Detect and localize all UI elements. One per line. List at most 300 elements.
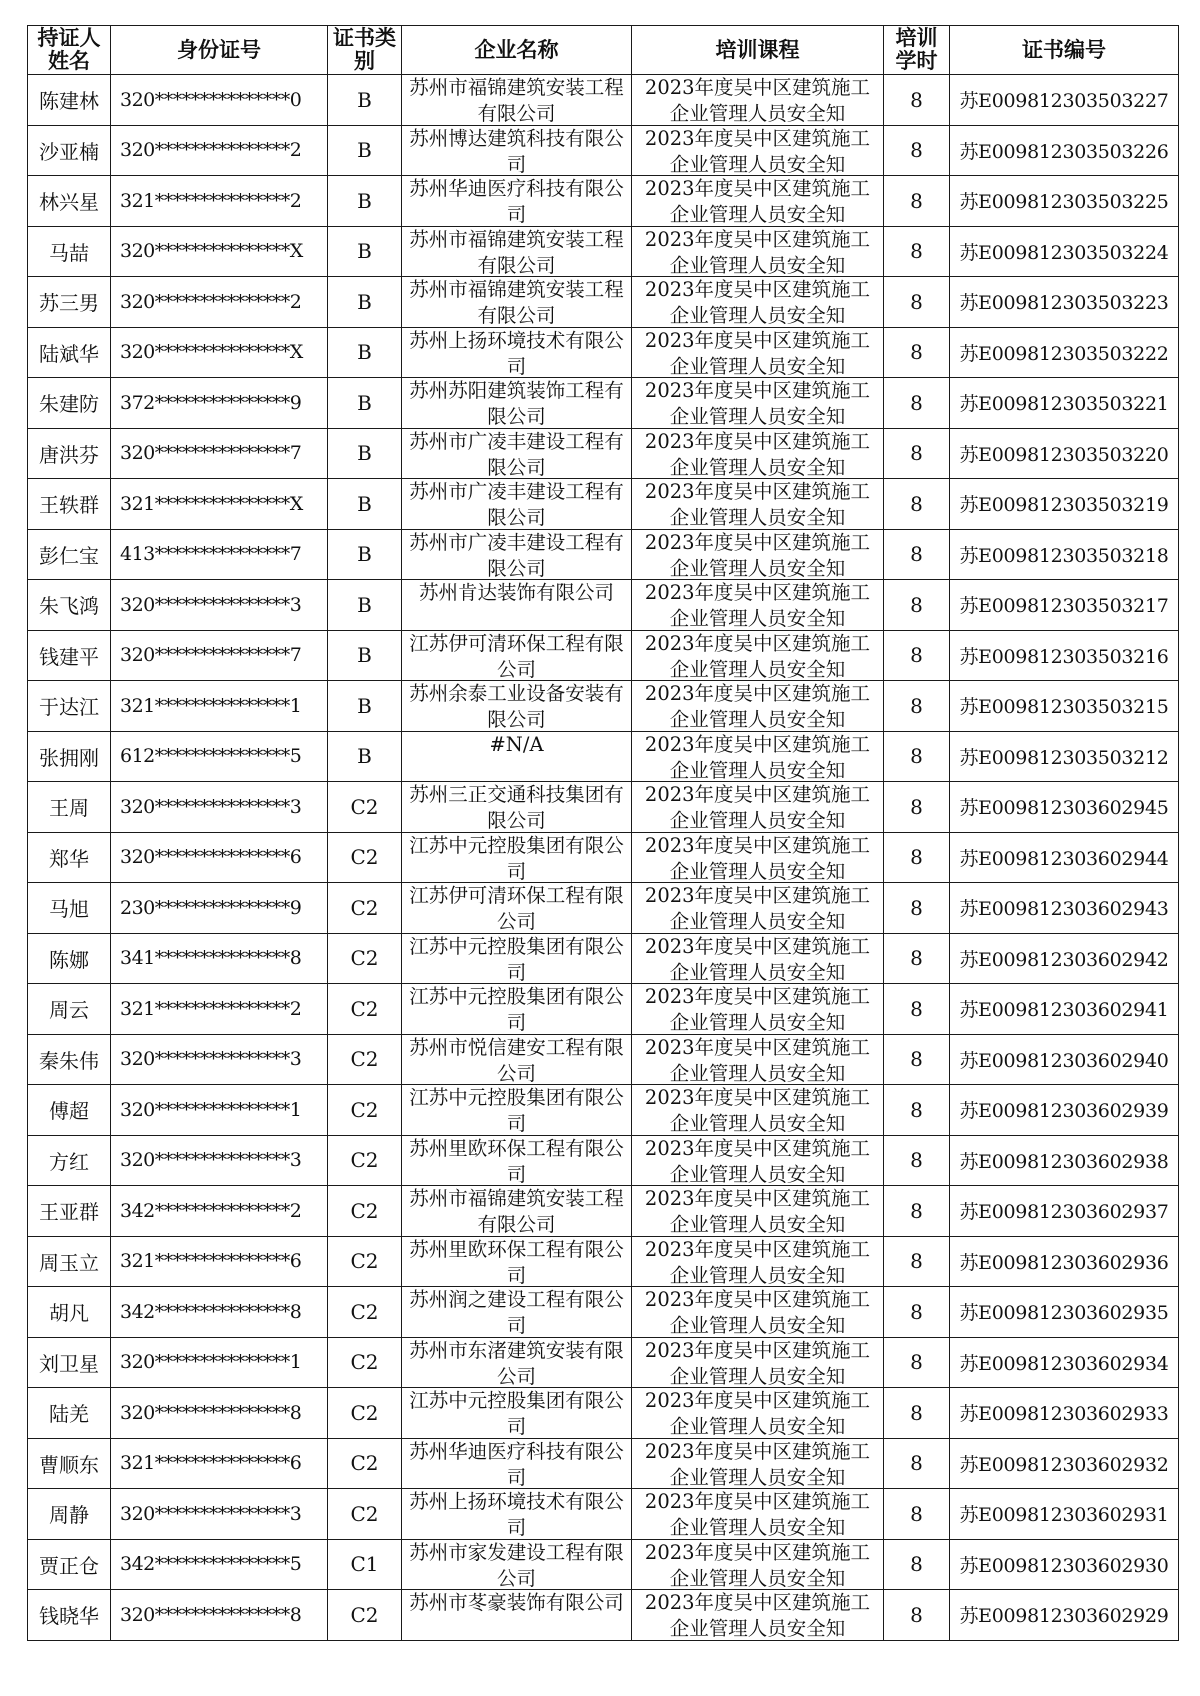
training-course-cell (632, 984, 884, 1035)
table-row (28, 782, 1179, 833)
holder-name-cell: 周静 (28, 1489, 111, 1540)
company-name-cell (402, 681, 632, 732)
table-row (28, 580, 1179, 631)
id-number-cell: 320***************8 (111, 1590, 328, 1641)
training-hours-cell: 8 (884, 1236, 950, 1287)
id-number-cell: 320***************3 (111, 782, 328, 833)
training-hours-cell: 8 (884, 327, 950, 378)
training-hours-cell: 8 (884, 933, 950, 984)
cert-category-cell: C2 (328, 984, 402, 1035)
training-hours-cell: 8 (884, 1337, 950, 1388)
cert-number-cell: 苏E009812303602940 (950, 1034, 1179, 1085)
cert-category-cell: C2 (328, 933, 402, 984)
holder-name-cell: 陈娜 (28, 933, 111, 984)
training-course-cell (632, 226, 884, 277)
company-name-cell-text: 苏州市福锦建筑安装工程有限公司 (409, 227, 624, 276)
holder-name-cell: 钱建平 (28, 630, 111, 681)
training-course-cell (632, 1388, 884, 1439)
table-row (28, 832, 1179, 883)
cert-category-cell: C1 (328, 1539, 402, 1590)
training-hours-cell: 8 (884, 782, 950, 833)
id-number-cell: 320***************1 (111, 1085, 328, 1136)
cert-category-cell: C2 (328, 1337, 402, 1388)
company-name-cell (402, 176, 632, 227)
holder-name-cell: 唐洪芬 (28, 428, 111, 479)
id-number-cell: 341***************8 (111, 933, 328, 984)
table-row (28, 125, 1179, 176)
cert-category-cell: C2 (328, 1287, 402, 1338)
cert-category-cell: C2 (328, 1085, 402, 1136)
id-number-cell: 320***************7 (111, 428, 328, 479)
training-course-cell (632, 176, 884, 227)
training-course-cell-text: 2023年度吴中区建筑施工企业管理人员安全知 (644, 328, 871, 377)
company-name-cell (402, 731, 632, 782)
company-name-cell (402, 378, 632, 429)
cert-category-cell: B (328, 681, 402, 732)
training-hours-cell: 8 (884, 529, 950, 580)
cert-number-cell: 苏E009812303503215 (950, 681, 1179, 732)
cert-category-cell: B (328, 428, 402, 479)
training-course-cell-text: 2023年度吴中区建筑施工企业管理人员安全知 (644, 783, 871, 832)
cert-number-cell: 苏E009812303602933 (950, 1388, 1179, 1439)
company-name-cell-text: 苏州市家发建设工程有限公司 (409, 1540, 624, 1589)
company-name-cell (402, 1337, 632, 1388)
training-course-cell-text: 2023年度吴中区建筑施工企业管理人员安全知 (644, 934, 871, 983)
holder-name-cell: 陆斌华 (28, 327, 111, 378)
table-row (28, 1388, 1179, 1439)
cert-number-cell: 苏E009812303602938 (950, 1135, 1179, 1186)
company-name-cell (402, 75, 632, 126)
company-name-cell-text: 苏州余泰工业设备安装有限公司 (409, 682, 624, 731)
company-name-cell (402, 1489, 632, 1540)
training-course-cell (632, 428, 884, 479)
header-id-number: 身份证号 (111, 26, 328, 75)
table-row (28, 75, 1179, 126)
holder-name-cell: 林兴星 (28, 176, 111, 227)
company-name-cell-text: 苏州市福锦建筑安装工程有限公司 (409, 278, 624, 327)
company-name-cell (402, 1085, 632, 1136)
training-course-cell (632, 1236, 884, 1287)
id-number-cell: 321***************6 (111, 1438, 328, 1489)
training-course-cell-text: 2023年度吴中区建筑施工企业管理人员安全知 (644, 126, 871, 175)
training-course-cell (632, 580, 884, 631)
training-course-cell-text: 2023年度吴中区建筑施工企业管理人员安全知 (644, 732, 871, 781)
company-name-cell (402, 1034, 632, 1085)
header-row (28, 26, 1179, 75)
cert-number-cell: 苏E009812303503212 (950, 731, 1179, 782)
cert-category-cell: C2 (328, 1135, 402, 1186)
id-number-cell: 320***************0 (111, 75, 328, 126)
id-number-cell: 342***************2 (111, 1186, 328, 1237)
company-name-cell (402, 630, 632, 681)
training-course-cell-text: 2023年度吴中区建筑施工企业管理人员安全知 (644, 429, 871, 478)
cert-number-cell: 苏E009812303503225 (950, 176, 1179, 227)
cert-category-cell: B (328, 378, 402, 429)
training-course-cell (632, 933, 884, 984)
company-name-cell-text: 江苏中元控股集团有限公司 (409, 1086, 624, 1135)
cert-number-cell: 苏E009812303503227 (950, 75, 1179, 126)
cert-category-cell: B (328, 479, 402, 530)
holder-name-cell: 周云 (28, 984, 111, 1035)
cert-number-cell: 苏E009812303602931 (950, 1489, 1179, 1540)
company-name-cell (402, 479, 632, 530)
table-row (28, 1186, 1179, 1237)
training-hours-cell: 8 (884, 630, 950, 681)
company-name-cell-text: 江苏中元控股集团有限公司 (409, 1389, 624, 1438)
holder-name-cell: 曹顺东 (28, 1438, 111, 1489)
training-hours-cell: 8 (884, 580, 950, 631)
table-row (28, 1590, 1179, 1641)
table-row (28, 681, 1179, 732)
training-course-cell-text: 2023年度吴中区建筑施工企业管理人员安全知 (644, 177, 871, 226)
company-name-cell-text: 苏州里欧环保工程有限公司 (409, 1136, 624, 1185)
training-course-cell (632, 1489, 884, 1540)
training-course-cell (632, 1438, 884, 1489)
holder-name-cell: 秦朱伟 (28, 1034, 111, 1085)
training-course-cell-text: 2023年度吴中区建筑施工企业管理人员安全知 (644, 1237, 871, 1286)
header-cert-category: 证书类别 (328, 26, 402, 75)
company-name-cell (402, 1590, 632, 1641)
holder-name-cell: 苏三男 (28, 277, 111, 328)
training-course-cell (632, 1539, 884, 1590)
cert-category-cell: B (328, 125, 402, 176)
training-course-cell (632, 731, 884, 782)
training-hours-cell: 8 (884, 1085, 950, 1136)
company-name-cell (402, 277, 632, 328)
id-number-cell: 321***************2 (111, 984, 328, 1035)
table-row (28, 1438, 1179, 1489)
cert-category-cell: C2 (328, 1590, 402, 1641)
company-name-cell-text: 苏州市广凌丰建设工程有限公司 (409, 480, 624, 529)
id-number-cell: 321***************1 (111, 681, 328, 732)
training-course-cell-text: 2023年度吴中区建筑施工企业管理人员安全知 (644, 227, 871, 276)
training-course-cell-text: 2023年度吴中区建筑施工企业管理人员安全知 (644, 379, 871, 428)
id-number-cell: 320***************7 (111, 630, 328, 681)
cert-category-cell: C2 (328, 1186, 402, 1237)
holder-name-cell: 陈建林 (28, 75, 111, 126)
training-course-cell (632, 1337, 884, 1388)
training-course-cell (632, 681, 884, 732)
cert-category-cell: B (328, 277, 402, 328)
cert-category-cell: B (328, 327, 402, 378)
holder-name-cell: 傅超 (28, 1085, 111, 1136)
table-row (28, 1489, 1179, 1540)
company-name-cell (402, 1287, 632, 1338)
company-name-cell (402, 1388, 632, 1439)
table-row (28, 226, 1179, 277)
cert-category-cell: C2 (328, 1489, 402, 1540)
holder-name-cell: 王轶群 (28, 479, 111, 530)
company-name-cell-text: 苏州华迪医疗科技有限公司 (409, 177, 624, 226)
training-hours-cell: 8 (884, 1438, 950, 1489)
cert-number-cell: 苏E009812303602945 (950, 782, 1179, 833)
company-name-cell-text: 江苏中元控股集团有限公司 (409, 833, 624, 882)
company-name-cell-text: 苏州苏阳建筑装饰工程有限公司 (409, 379, 624, 428)
training-course-cell (632, 378, 884, 429)
id-number-cell: 413***************7 (111, 529, 328, 580)
company-name-cell-text: #N/A (489, 732, 544, 756)
table-row (28, 378, 1179, 429)
table-row (28, 529, 1179, 580)
cert-number-cell: 苏E009812303503219 (950, 479, 1179, 530)
table-row (28, 1034, 1179, 1085)
training-course-cell (632, 125, 884, 176)
table-row (28, 1539, 1179, 1590)
cert-category-cell: C2 (328, 782, 402, 833)
training-course-cell (632, 1186, 884, 1237)
table-row (28, 479, 1179, 530)
company-name-cell (402, 327, 632, 378)
cert-category-cell: B (328, 75, 402, 126)
training-hours-cell: 8 (884, 1539, 950, 1590)
holder-name-cell: 陆羌 (28, 1388, 111, 1439)
holder-name-cell: 马喆 (28, 226, 111, 277)
training-course-cell (632, 832, 884, 883)
id-number-cell: 321***************X (111, 479, 328, 530)
training-hours-cell: 8 (884, 75, 950, 126)
training-hours-cell: 8 (884, 1186, 950, 1237)
company-name-cell-text: 江苏伊可清环保工程有限公司 (409, 884, 624, 933)
training-hours-cell: 8 (884, 1034, 950, 1085)
cert-category-cell: B (328, 176, 402, 227)
holder-name-cell: 贾正仓 (28, 1539, 111, 1590)
id-number-cell: 612***************5 (111, 731, 328, 782)
training-course-cell-text: 2023年度吴中区建筑施工企业管理人员安全知 (644, 530, 871, 579)
holder-name-cell: 方红 (28, 1135, 111, 1186)
table-row (28, 277, 1179, 328)
holder-name-cell: 彭仁宝 (28, 529, 111, 580)
training-course-cell-text: 2023年度吴中区建筑施工企业管理人员安全知 (644, 833, 871, 882)
id-number-cell: 320***************X (111, 226, 328, 277)
training-hours-cell: 8 (884, 984, 950, 1035)
training-course-cell-text: 2023年度吴中区建筑施工企业管理人员安全知 (644, 1187, 871, 1236)
company-name-cell (402, 782, 632, 833)
id-number-cell: 321***************2 (111, 176, 328, 227)
company-name-cell (402, 1438, 632, 1489)
table-row (28, 1135, 1179, 1186)
id-number-cell: 320***************2 (111, 277, 328, 328)
training-hours-cell: 8 (884, 1489, 950, 1540)
company-name-cell-text: 苏州市广凌丰建设工程有限公司 (409, 530, 624, 579)
training-hours-cell: 8 (884, 681, 950, 732)
cert-category-cell: B (328, 580, 402, 631)
table-row (28, 428, 1179, 479)
cert-number-cell: 苏E009812303503221 (950, 378, 1179, 429)
holder-name-cell: 朱建防 (28, 378, 111, 429)
id-number-cell: 372***************9 (111, 378, 328, 429)
training-course-cell (632, 327, 884, 378)
training-course-cell-text: 2023年度吴中区建筑施工企业管理人员安全知 (644, 1439, 871, 1488)
holder-name-cell: 于达江 (28, 681, 111, 732)
table-header (28, 26, 1179, 75)
company-name-cell (402, 1539, 632, 1590)
training-course-cell (632, 1287, 884, 1338)
holder-name-cell: 郑华 (28, 832, 111, 883)
company-name-cell-text: 苏州三正交通科技集团有限公司 (409, 783, 624, 832)
header-cert-number: 证书编号 (950, 26, 1179, 75)
training-course-cell-text: 2023年度吴中区建筑施工企业管理人员安全知 (644, 1338, 871, 1387)
header-training-hours: 培训学时 (884, 26, 950, 75)
training-course-cell-text: 2023年度吴中区建筑施工企业管理人员安全知 (644, 1540, 871, 1589)
cert-number-cell: 苏E009812303602932 (950, 1438, 1179, 1489)
table-body (28, 75, 1179, 1641)
table-row (28, 731, 1179, 782)
training-course-cell-text: 2023年度吴中区建筑施工企业管理人员安全知 (644, 884, 871, 933)
cert-category-cell: B (328, 226, 402, 277)
cert-category-cell: B (328, 630, 402, 681)
company-name-cell-text: 苏州市福锦建筑安装工程有限公司 (409, 1187, 624, 1236)
training-course-cell-text: 2023年度吴中区建筑施工企业管理人员安全知 (644, 1035, 871, 1084)
training-course-cell-text: 2023年度吴中区建筑施工企业管理人员安全知 (644, 631, 871, 680)
company-name-cell-text: 苏州里欧环保工程有限公司 (409, 1237, 624, 1286)
training-course-cell (632, 1135, 884, 1186)
cert-number-cell: 苏E009812303602941 (950, 984, 1179, 1035)
table-row (28, 1287, 1179, 1338)
training-hours-cell: 8 (884, 428, 950, 479)
company-name-cell (402, 1186, 632, 1237)
training-course-cell-text: 2023年度吴中区建筑施工企业管理人员安全知 (644, 76, 871, 125)
id-number-cell: 320***************1 (111, 1337, 328, 1388)
training-course-cell-text: 2023年度吴中区建筑施工企业管理人员安全知 (644, 480, 871, 529)
holder-name-cell: 胡凡 (28, 1287, 111, 1338)
cert-number-cell: 苏E009812303602944 (950, 832, 1179, 883)
cert-number-cell: 苏E009812303602930 (950, 1539, 1179, 1590)
company-name-cell (402, 933, 632, 984)
training-course-cell (632, 1034, 884, 1085)
training-course-cell-text: 2023年度吴中区建筑施工企业管理人员安全知 (644, 1288, 871, 1337)
header-company-name: 企业名称 (402, 26, 632, 75)
training-course-cell (632, 883, 884, 934)
cert-number-cell: 苏E009812303602937 (950, 1186, 1179, 1237)
training-hours-cell: 8 (884, 731, 950, 782)
training-course-cell (632, 1590, 884, 1641)
training-course-cell-text: 2023年度吴中区建筑施工企业管理人员安全知 (644, 278, 871, 327)
cert-category-cell: C2 (328, 883, 402, 934)
table-row (28, 933, 1179, 984)
company-name-cell-text: 苏州市广凌丰建设工程有限公司 (409, 429, 624, 478)
training-course-cell-text: 2023年度吴中区建筑施工企业管理人员安全知 (644, 985, 871, 1034)
id-number-cell: 320***************3 (111, 1489, 328, 1540)
holder-name-cell: 钱晓华 (28, 1590, 111, 1641)
cert-category-cell: B (328, 731, 402, 782)
cert-number-cell: 苏E009812303602943 (950, 883, 1179, 934)
holder-name-cell: 王周 (28, 782, 111, 833)
holder-name-cell: 周玉立 (28, 1236, 111, 1287)
company-name-cell-text: 苏州市福锦建筑安装工程有限公司 (409, 76, 624, 125)
cert-number-cell: 苏E009812303503217 (950, 580, 1179, 631)
cert-category-cell: C2 (328, 1388, 402, 1439)
training-hours-cell: 8 (884, 176, 950, 227)
training-course-cell-text: 2023年度吴中区建筑施工企业管理人员安全知 (644, 1389, 871, 1438)
training-hours-cell: 8 (884, 125, 950, 176)
id-number-cell: 320***************2 (111, 125, 328, 176)
company-name-cell (402, 1236, 632, 1287)
company-name-cell-text: 苏州博达建筑科技有限公司 (409, 126, 624, 175)
company-name-cell-text: 江苏伊可清环保工程有限公司 (409, 631, 624, 680)
id-number-cell: 342***************8 (111, 1287, 328, 1338)
company-name-cell (402, 226, 632, 277)
training-hours-cell: 8 (884, 1388, 950, 1439)
cert-number-cell: 苏E009812303503220 (950, 428, 1179, 479)
cert-number-cell: 苏E009812303503222 (950, 327, 1179, 378)
holder-name-cell: 马旭 (28, 883, 111, 934)
company-name-cell (402, 832, 632, 883)
company-name-cell-text: 苏州上扬环境技术有限公司 (409, 1490, 624, 1539)
training-course-cell-text: 2023年度吴中区建筑施工企业管理人员安全知 (644, 682, 871, 731)
cert-category-cell: B (328, 529, 402, 580)
training-course-cell-text: 2023年度吴中区建筑施工企业管理人员安全知 (644, 1490, 871, 1539)
id-number-cell: 321***************6 (111, 1236, 328, 1287)
holder-name-cell: 朱飞鸿 (28, 580, 111, 631)
training-course-cell (632, 75, 884, 126)
table-row (28, 883, 1179, 934)
training-hours-cell: 8 (884, 832, 950, 883)
company-name-cell-text: 苏州市悦信建安工程有限公司 (409, 1035, 624, 1084)
company-name-cell (402, 125, 632, 176)
table-row (28, 1236, 1179, 1287)
company-name-cell (402, 984, 632, 1035)
cert-category-cell: C2 (328, 1034, 402, 1085)
cert-number-cell: 苏E009812303503216 (950, 630, 1179, 681)
id-number-cell: 320***************X (111, 327, 328, 378)
cert-number-cell: 苏E009812303503226 (950, 125, 1179, 176)
training-course-cell (632, 529, 884, 580)
training-hours-cell: 8 (884, 1135, 950, 1186)
cert-number-cell: 苏E009812303602936 (950, 1236, 1179, 1287)
table-row (28, 1337, 1179, 1388)
company-name-cell (402, 428, 632, 479)
id-number-cell: 320***************3 (111, 580, 328, 631)
training-hours-cell: 8 (884, 883, 950, 934)
id-number-cell: 342***************5 (111, 1539, 328, 1590)
id-number-cell: 230***************9 (111, 883, 328, 934)
training-hours-cell: 8 (884, 479, 950, 530)
training-hours-cell: 8 (884, 277, 950, 328)
cert-number-cell: 苏E009812303602939 (950, 1085, 1179, 1136)
header-holder-name: 持证人姓名 (28, 26, 111, 75)
training-hours-cell: 8 (884, 1590, 950, 1641)
id-number-cell: 320***************3 (111, 1034, 328, 1085)
company-name-cell (402, 1135, 632, 1186)
holder-name-cell: 刘卫星 (28, 1337, 111, 1388)
cert-number-cell: 苏E009812303602934 (950, 1337, 1179, 1388)
cert-number-cell: 苏E009812303503224 (950, 226, 1179, 277)
cert-category-cell: C2 (328, 832, 402, 883)
cert-number-cell: 苏E009812303602935 (950, 1287, 1179, 1338)
training-course-cell (632, 1085, 884, 1136)
id-number-cell: 320***************3 (111, 1135, 328, 1186)
training-hours-cell: 8 (884, 378, 950, 429)
company-name-cell-text: 苏州润之建设工程有限公司 (409, 1288, 624, 1337)
table-row (28, 630, 1179, 681)
company-name-cell-text: 苏州华迪医疗科技有限公司 (409, 1439, 624, 1488)
training-course-cell (632, 277, 884, 328)
company-name-cell-text: 江苏中元控股集团有限公司 (409, 985, 624, 1034)
cert-number-cell: 苏E009812303602929 (950, 1590, 1179, 1641)
company-name-cell-text: 江苏中元控股集团有限公司 (409, 934, 624, 983)
id-number-cell: 320***************8 (111, 1388, 328, 1439)
training-course-cell (632, 782, 884, 833)
cert-category-cell: C2 (328, 1438, 402, 1489)
training-hours-cell: 8 (884, 226, 950, 277)
training-course-cell (632, 479, 884, 530)
holder-name-cell: 沙亚楠 (28, 125, 111, 176)
table-row (28, 984, 1179, 1035)
company-name-cell-text: 苏州上扬环境技术有限公司 (409, 328, 624, 377)
company-name-cell-text: 苏州肯达装饰有限公司 (418, 581, 614, 605)
header-training-course: 培训课程 (632, 26, 884, 75)
company-name-cell (402, 883, 632, 934)
